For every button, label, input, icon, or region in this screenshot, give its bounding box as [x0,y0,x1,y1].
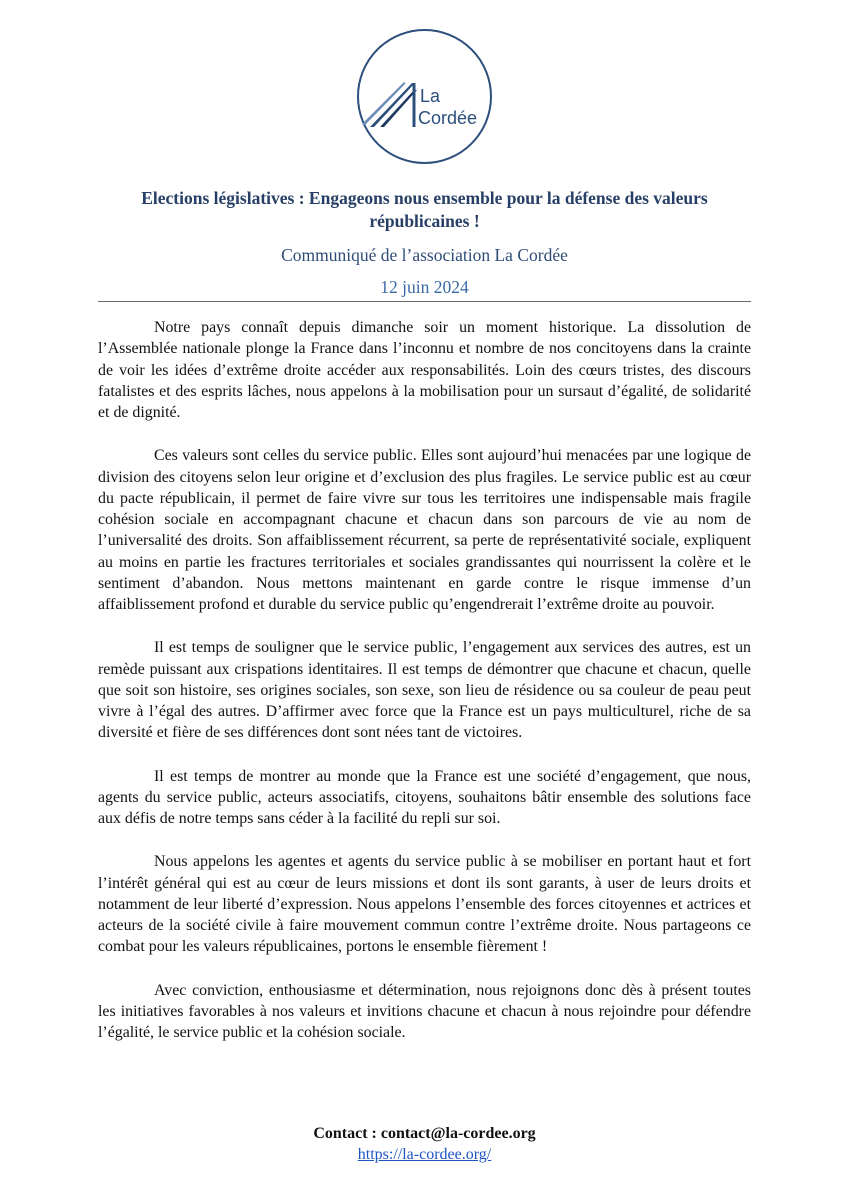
paragraph-6: Avec conviction, enthousiasme et détermination, nous rejoignons donc dès à présent toutes les initiatives favorables à nos valeurs et invitions chacune et chacun à nous rejoindre pour défendre l’égalité, le service public et la cohésion sociale. [98,981,751,1041]
paragraph-1: Notre pays connaît depuis dimanche soir un moment historique. La dissolution de l’Assemblée nationale plonge la France dans l’inconnu et nombre de nos concitoyens dans la crainte de voir les idées d’extrême droite accéder aux responsabilités. Loin des cœurs tristes, des discours fatalistes et des esprits lâches, nous appelons à la mobilisation pour un sursaut d’égalité, de solidarité et de dignité. [98,319,751,421]
title-line-1: Elections législatives : Engageons nous ensemble pour la défense des valeurs [141,188,708,208]
contact-line: Contact : contact@la-cordee.org [313,1125,536,1142]
logo-text-cordee: Cordée [418,108,478,128]
communique-body [98,317,751,1043]
paragraph-3: Il est temps de souligner que le service public, l’engagement aux services des autres, est un remède puissant aux crispations identitaires. Il est temps de démontrer que chacune et chacun, quelle que soit son histoire, ses origines sociales, son sexe, son lieu de résidence ou sa couleur de peau peut vivre à l’égal des autres. D’affirmer avec force que la France est un pays multiculturel, riche de sa diversité et fière de ses différences dont sont nées tant de victoires. [98,639,751,742]
paragraph-2: Ces valeurs sont celles du service public. Elles sont aujourd’hui menacées par une logique de division des citoyens selon leur origine et d’exclusion des plus fragiles. Le service public est au cœur du pacte républicain, il permet de faire vivre sur tous les territoires une indispensable mais fragile cohésion sociale en accompagnant chacune et chacun dans son parcours de vie au nom de l’universalité des droits. Son affaiblissement récurrent, sa perte de représentativité sociale, expliquent au moins en partie les fractures territoriales et sociales grandissantes qui nourrissent la colère et le sentiment d’abandon. Nous mettons maintenant en garde contre le risque immense d’un affaiblissement profond et durable du service public qu’engendrerait l’extrême droite au pouvoir. [98,447,751,613]
date: 12 juin 2024 [380,277,469,297]
website-link[interactable]: https://la-cordee.org/ [357,1146,492,1163]
subtitle: Communiqué de l’association La Cordée [281,245,568,265]
paragraph-5: Nous appelons les agentes et agents du service public à se mobiliser en portant haut et fort l’intérêt général qui est au cœur de leurs missions et dont ils sont garants, à user de leurs droits et notamment de leur liberté d’expression. Nous appelons l’ensemble des forces citoyennes et actrices et acteurs de la société civile à faire mouvement commun contre l’extrême droite. Nous partageons ce combat pour les valeurs républicaines, portons le ensemble fièrement ! [98,853,751,956]
website-line [0,1144,849,1165]
logo-text-la: La [420,86,441,106]
title-line-2: républicaines ! [369,211,480,231]
la-cordee-logo [356,28,493,165]
divider [98,301,751,302]
paragraph-4: Il est temps de montrer au monde que la France est une société d’engagement, que nous, agents du service public, acteurs associatifs, citoyens, souhaitons bâtir ensemble des solutions face aux défis de notre temps sans céder à la facilité du repli sur soi. [98,767,751,827]
page-title [100,187,749,233]
